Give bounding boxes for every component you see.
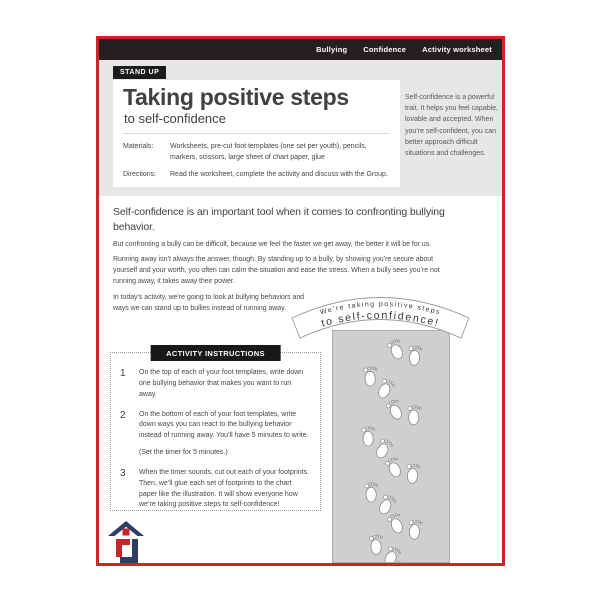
step-2: [120, 410, 310, 459]
self-confidence-sidebar-note: Self-confidence is a powerful trait. It helps you feel capable, lovable and accepted. When you’re self-confident, you can better approach difficult situations and challenges.: [405, 94, 498, 157]
step-2-timer-note: (Set the timer for 5 minutes.): [139, 449, 228, 457]
banner-line-2: to self-confidence!: [320, 309, 441, 330]
category-bullying: Bullying: [316, 45, 348, 54]
footprints-icon: [333, 331, 449, 562]
title-box: [113, 80, 400, 187]
step-2-main-text: On the bottom of each of your foot templates, write down ways you can react to the bullying behavior instead of running away. You’ll have 5 minutes to write.: [139, 410, 309, 440]
step-3-number: 3: [120, 467, 126, 479]
page-subtitle: to self-confidence: [124, 111, 226, 127]
arc-banner-ribbon: [289, 287, 472, 341]
directions-value: Read the worksheet, complete the activity and discuss with the Group.: [170, 171, 388, 179]
step-1-number: 1: [120, 368, 126, 379]
page-title: Taking positive steps: [123, 84, 349, 110]
banner-line-1: We’re taking positive steps: [319, 300, 442, 317]
materials-value: Worksheets, pre-cut foot templates (one set per youth), pencils, markers, scissors, large sheet of chart paper, glue: [170, 143, 367, 161]
category-activity-worksheet: Activity worksheet: [422, 45, 492, 54]
instruction-steps: [111, 353, 320, 528]
directions-row: [123, 170, 390, 181]
step-3: [120, 468, 310, 511]
step-3-text: When the timer sounds, cut out each of your footprints. Then, we’ll glue each set of footprints to the chart paper like the illustration. It will show everyone how we’re taking positive steps to self-confidence!: [139, 468, 310, 509]
masthead-section: [99, 60, 502, 196]
chart-paper-illustration: [332, 330, 450, 563]
stand-up-badge: STAND UP: [113, 66, 166, 79]
materials-label: Materials:: [123, 143, 154, 151]
step-2-text: [139, 410, 310, 459]
step-1-text: On the top of each of your foot templates, write down one bullying behavior that makes you want to run away.: [139, 369, 304, 398]
activity-instructions-title: ACTIVITY INSTRUCTIONS: [150, 345, 281, 361]
materials-row: [123, 142, 390, 163]
paragraph-2: Running away isn’t always the answer, though. By standing up to a bully, by showing you’re secure about yourself and your worth, you often can calm the situation and ease the stress. When a bully sees you’re not running away, it takes away their power.: [113, 256, 440, 285]
directions-label: Directions:: [123, 171, 157, 179]
category-confidence: Confidence: [363, 45, 407, 54]
paragraph-1: But confronting a bully can be difficult, because we feel the faster we get away, the better it will be for us.: [113, 241, 431, 248]
step-2-number: 2: [120, 409, 126, 421]
lead-heading: Self-confidence is an important tool when it comes to confronting bullying behavior.: [113, 206, 445, 233]
worksheet-page: [96, 36, 505, 566]
top-category-bar: [99, 39, 502, 60]
divider: [123, 133, 390, 134]
step-1: [120, 368, 310, 401]
activity-instructions-box: [110, 348, 321, 511]
paragraph-3: In today’s activity, we’re going to look at bullying behaviors and ways we can stand up to bullies instead of running away.: [113, 294, 304, 312]
